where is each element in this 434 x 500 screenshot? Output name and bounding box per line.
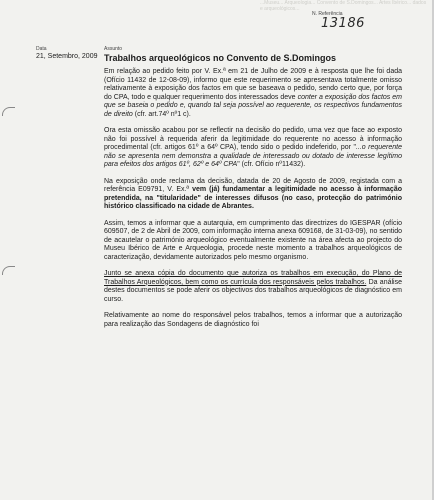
punch-hole-mark [2, 266, 15, 275]
reference-label: N. Referência [312, 11, 343, 17]
paragraph-omission: Ora esta omissão acabou por se reflectir na decisão do pedido, uma vez que face ao exposto não foi possível à requerida aferir da legitimidade do requerente no acesso à informação procedimental (cfr. artigos 61º a 64º CPA), tendo sido o pedido indeferido, por "...o requerente não se apresenta nem demonstra a qualidade de interessado ou dotado de interesse legítimo para efeitos dos artigos 61º, 62º e 64º CPA" (cfr. Ofício nº11432). [104, 127, 403, 168]
paragraph-request: Em relação ao pedido feito por V. Ex.ª em 21 de Julho de 2009 e à resposta que lhe foi dada (Ofício 11432 de 12-08-09), informo que este requerimento se apresentava totalmente omisso relativamente à exposição dos factos em que se baseava o pedido, sendo certo que, por força do CPA, todo e qualquer requerimento dos interessados deve conter a exposição dos factos em que se baseia o pedido e, quando tal seja possível ao requerente, os respectivos fundamentos de direito (cfr. art.74º nº1 c). [104, 68, 402, 118]
letter-date: 21, Setembro, 2009 [36, 53, 98, 60]
date-label: Data [36, 46, 47, 52]
bleed-through-text: ...Museu... Arqueologia... Convento de S.Domingos... Artes Ibérico... dados e arqueológicos... [260, 0, 427, 12]
punch-hole-mark [2, 107, 15, 116]
paragraph-responsible: Relativamente ao nome do responsável pelos trabalhos, temos a informar que a autorização para realização das Sondagens de diagnóstico foi [104, 312, 402, 328]
subject-label: Assunto [104, 46, 123, 52]
paragraph-igespar: Assim, temos a informar que a autarquia, em cumprimento das directrizes do IGESPAR (ofício 609507, de 2 de Abril de 2009, com informação interna anexa 609168, de 31-03-09), no sentido de acautelar o património arqueológico eventualmente existente na área afecta ao projecto do Museu Ibérico de Arte e Arqueologia, procede neste momento a trabalhos arqueológicos de caracterização, devidamente autorizados pelo mesmo organismo. [104, 219, 402, 261]
letter-subject: Trabalhos arqueológicos no Convento de S.Domingos [104, 53, 337, 63]
paragraph-complaint: Na exposição onde reclama da decisão, datada de 20 de Agosto de 2009, registada com a referência E09791, V. Ex.ª vem (já) fundamentar a legitimidade no acesso à informação pretendida, na "titularidade" de interesses difusos (no caso, protecção do património histórico classificado na cidade de Abrantes. [104, 177, 402, 210]
paragraph-attachment: Junto se anexa cópia do documento que autoriza os trabalhos em execução, do Plano de Trabalhos Arqueológicos, bem como os currícula dos responsáveis pelos trabalhos. Da análise destes documentos se pode aferir os objectivos dos trabalhos arqueológicos de diagnóstico em curso. [104, 270, 402, 303]
letter-body [104, 68, 402, 337]
reference-number: 13186 [321, 16, 365, 31]
